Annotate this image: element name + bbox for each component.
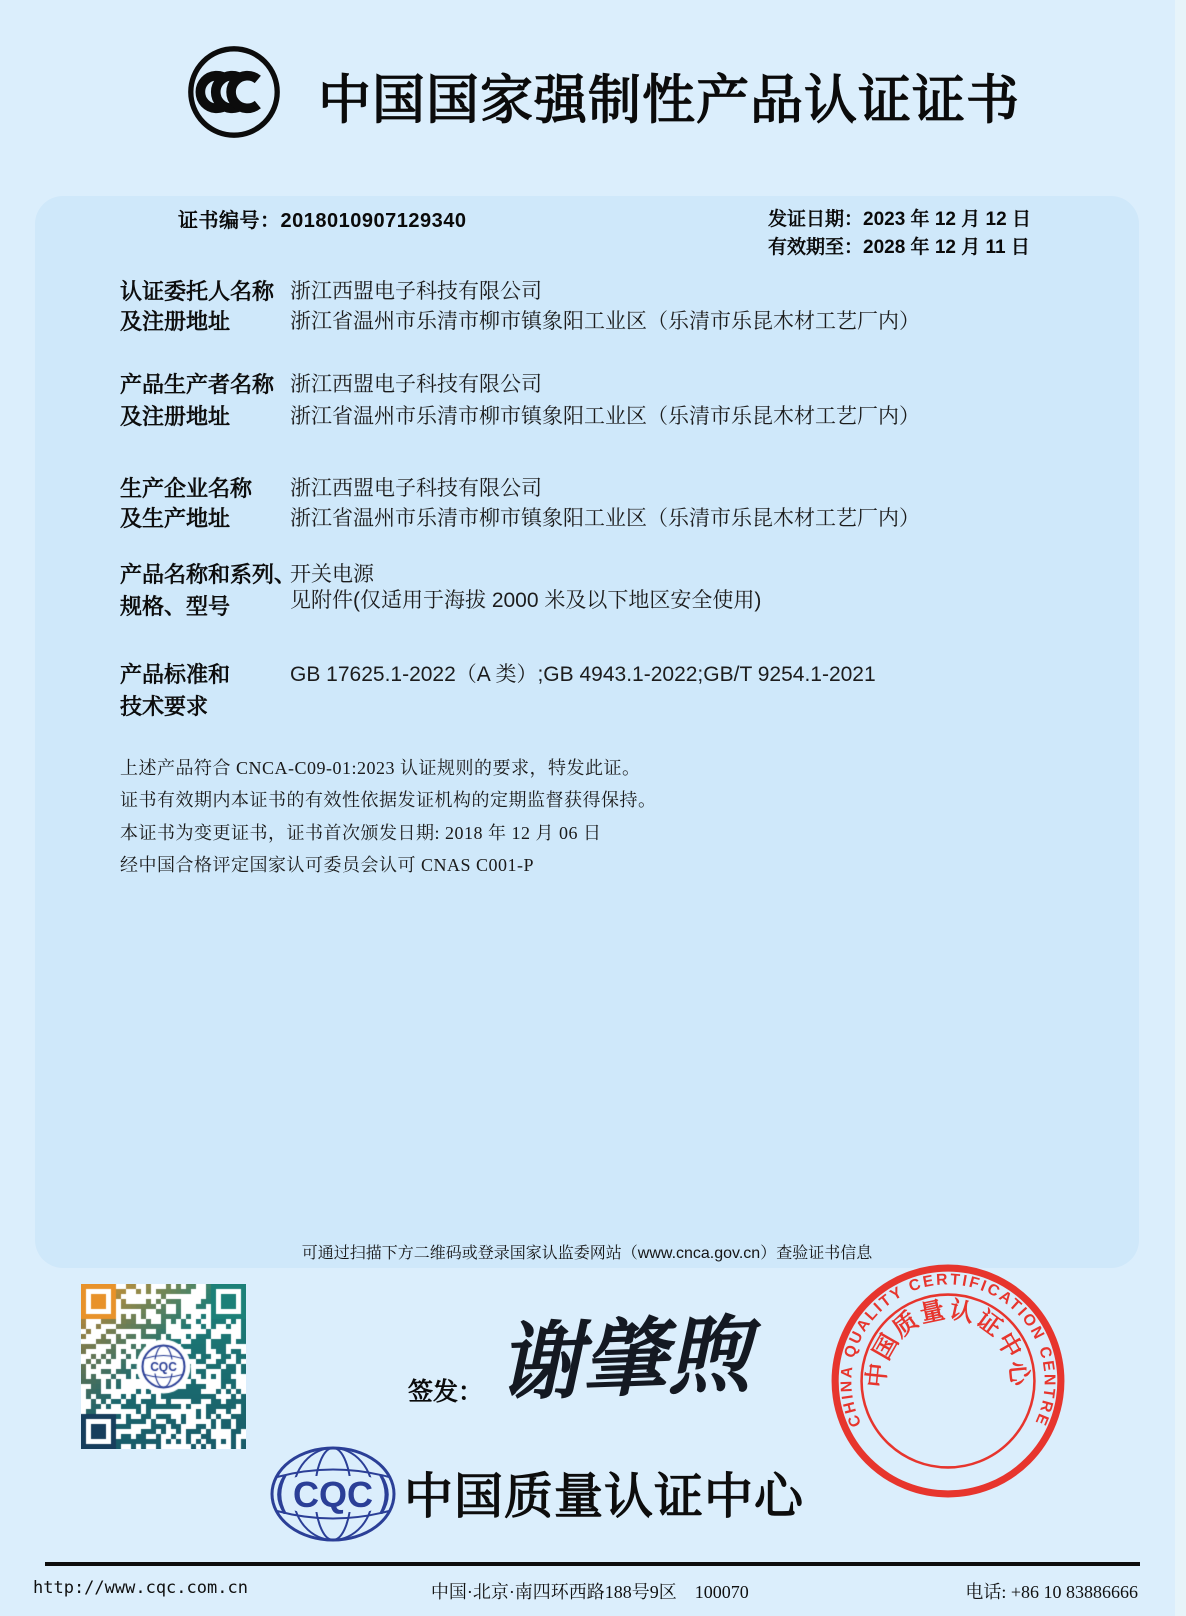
- issue-date-label: 发证日期：: [768, 209, 864, 230]
- issuer-name: 中国质量认证中心: [404, 1470, 805, 1524]
- footer-phone: 电话: +86 10 83886666: [965, 1582, 1138, 1602]
- signature-handwriting: 谢肇煦: [496, 1304, 752, 1413]
- svg-text:): ): [375, 1468, 393, 1519]
- cqc-red-stamp: [828, 1261, 1068, 1501]
- certificate-number-line: [178, 204, 466, 233]
- svg-text:中国质量认证中心: [863, 1296, 1033, 1388]
- statement-accreditation: 经中国合格评定国家认可委员会认可 CNAS C001-P: [120, 855, 535, 875]
- field-product-name: 开关电源: [290, 563, 374, 586]
- field-manufacturer-name: 浙江西盟电子科技有限公司: [290, 373, 542, 396]
- cqc-globe-icon: [268, 1444, 398, 1544]
- field-product-label: 产品名称和系列、: [120, 562, 297, 587]
- statement-validity: 证书有效期内本证书的有效性依据发证机构的定期监督获得保持。: [120, 790, 657, 810]
- certificate-number: 2018010907129340: [280, 210, 467, 232]
- svg-text:(: (: [273, 1468, 291, 1519]
- field-manufacturer-label: 产品生产者名称: [120, 372, 275, 397]
- field-standards-value: GB 17625.1-2022（A 类）;GB 4943.1-2022;GB/T 9254.1-2021: [290, 663, 876, 686]
- field-applicant-name: 浙江西盟电子科技有限公司: [290, 280, 542, 303]
- valid-until-label: 有效期至：: [768, 237, 864, 258]
- field-product-label2: 规格、型号: [120, 594, 231, 619]
- certificate-body-panel: [35, 196, 1139, 1268]
- sign-label: 签发：: [408, 1378, 484, 1406]
- field-product-models: 见附件(仅适用于海拔 2000 米及以下地区安全使用): [290, 589, 762, 612]
- field-factory-address: 浙江省温州市乐清市柳市镇象阳工业区（乐清市乐昆木材工艺厂内）: [290, 507, 920, 530]
- field-applicant-label2: 及注册地址: [120, 309, 231, 334]
- field-applicant-address: 浙江省温州市乐清市柳市镇象阳工业区（乐清市乐昆木材工艺厂内）: [290, 310, 920, 333]
- verification-note: 可通过扫描下方二维码或登录国家认监委网站（www.cnca.gov.cn）查验证书信息: [301, 1245, 873, 1262]
- valid-until-line: [768, 232, 1030, 259]
- field-standards-label2: 技术要求: [120, 694, 209, 719]
- stamp-outer-text: CHINA QUALITY CERTIFICATION CENTRE: [838, 1271, 1058, 1430]
- ccc-mark-icon: [186, 44, 282, 140]
- footer-website: http://www.cqc.com.cn: [33, 1578, 248, 1598]
- footer-divider: [45, 1562, 1140, 1566]
- valid-until-value: 2028 年 12 月 11 日: [863, 237, 1030, 258]
- field-applicant-label: 认证委托人名称: [120, 279, 275, 304]
- field-factory-name: 浙江西盟电子科技有限公司: [290, 477, 542, 500]
- footer-address: 中国·北京·南四环西路188号9区 100070: [430, 1582, 749, 1602]
- statement-compliance: 上述产品符合 CNCA-C09-01:2023 认证规则的要求，特发此证。: [120, 758, 641, 778]
- qr-code: [81, 1284, 246, 1449]
- stamp-inner-text: 中国质量认证中心: [863, 1296, 1033, 1389]
- certificate-number-label: 证书编号：: [178, 210, 281, 232]
- field-factory-label2: 及生产地址: [120, 506, 231, 531]
- field-manufacturer-label2: 及注册地址: [120, 404, 231, 429]
- issue-date-value: 2023 年 12 月 12 日: [863, 209, 1031, 230]
- issue-date-line: [768, 204, 1031, 231]
- statement-first-issue: 本证书为变更证书，证书首次颁发日期: 2018 年 12 月 06 日: [120, 823, 602, 843]
- field-factory-label: 生产企业名称: [120, 476, 253, 501]
- page-edge: [1175, 0, 1186, 1616]
- field-manufacturer-address: 浙江省温州市乐清市柳市镇象阳工业区（乐清市乐昆木材工艺厂内）: [290, 405, 920, 428]
- page-title: 中国国家强制性产品认证证书: [318, 71, 1020, 130]
- field-standards-label: 产品标准和: [120, 662, 231, 687]
- cqc-logo-text: CQC: [293, 1474, 373, 1515]
